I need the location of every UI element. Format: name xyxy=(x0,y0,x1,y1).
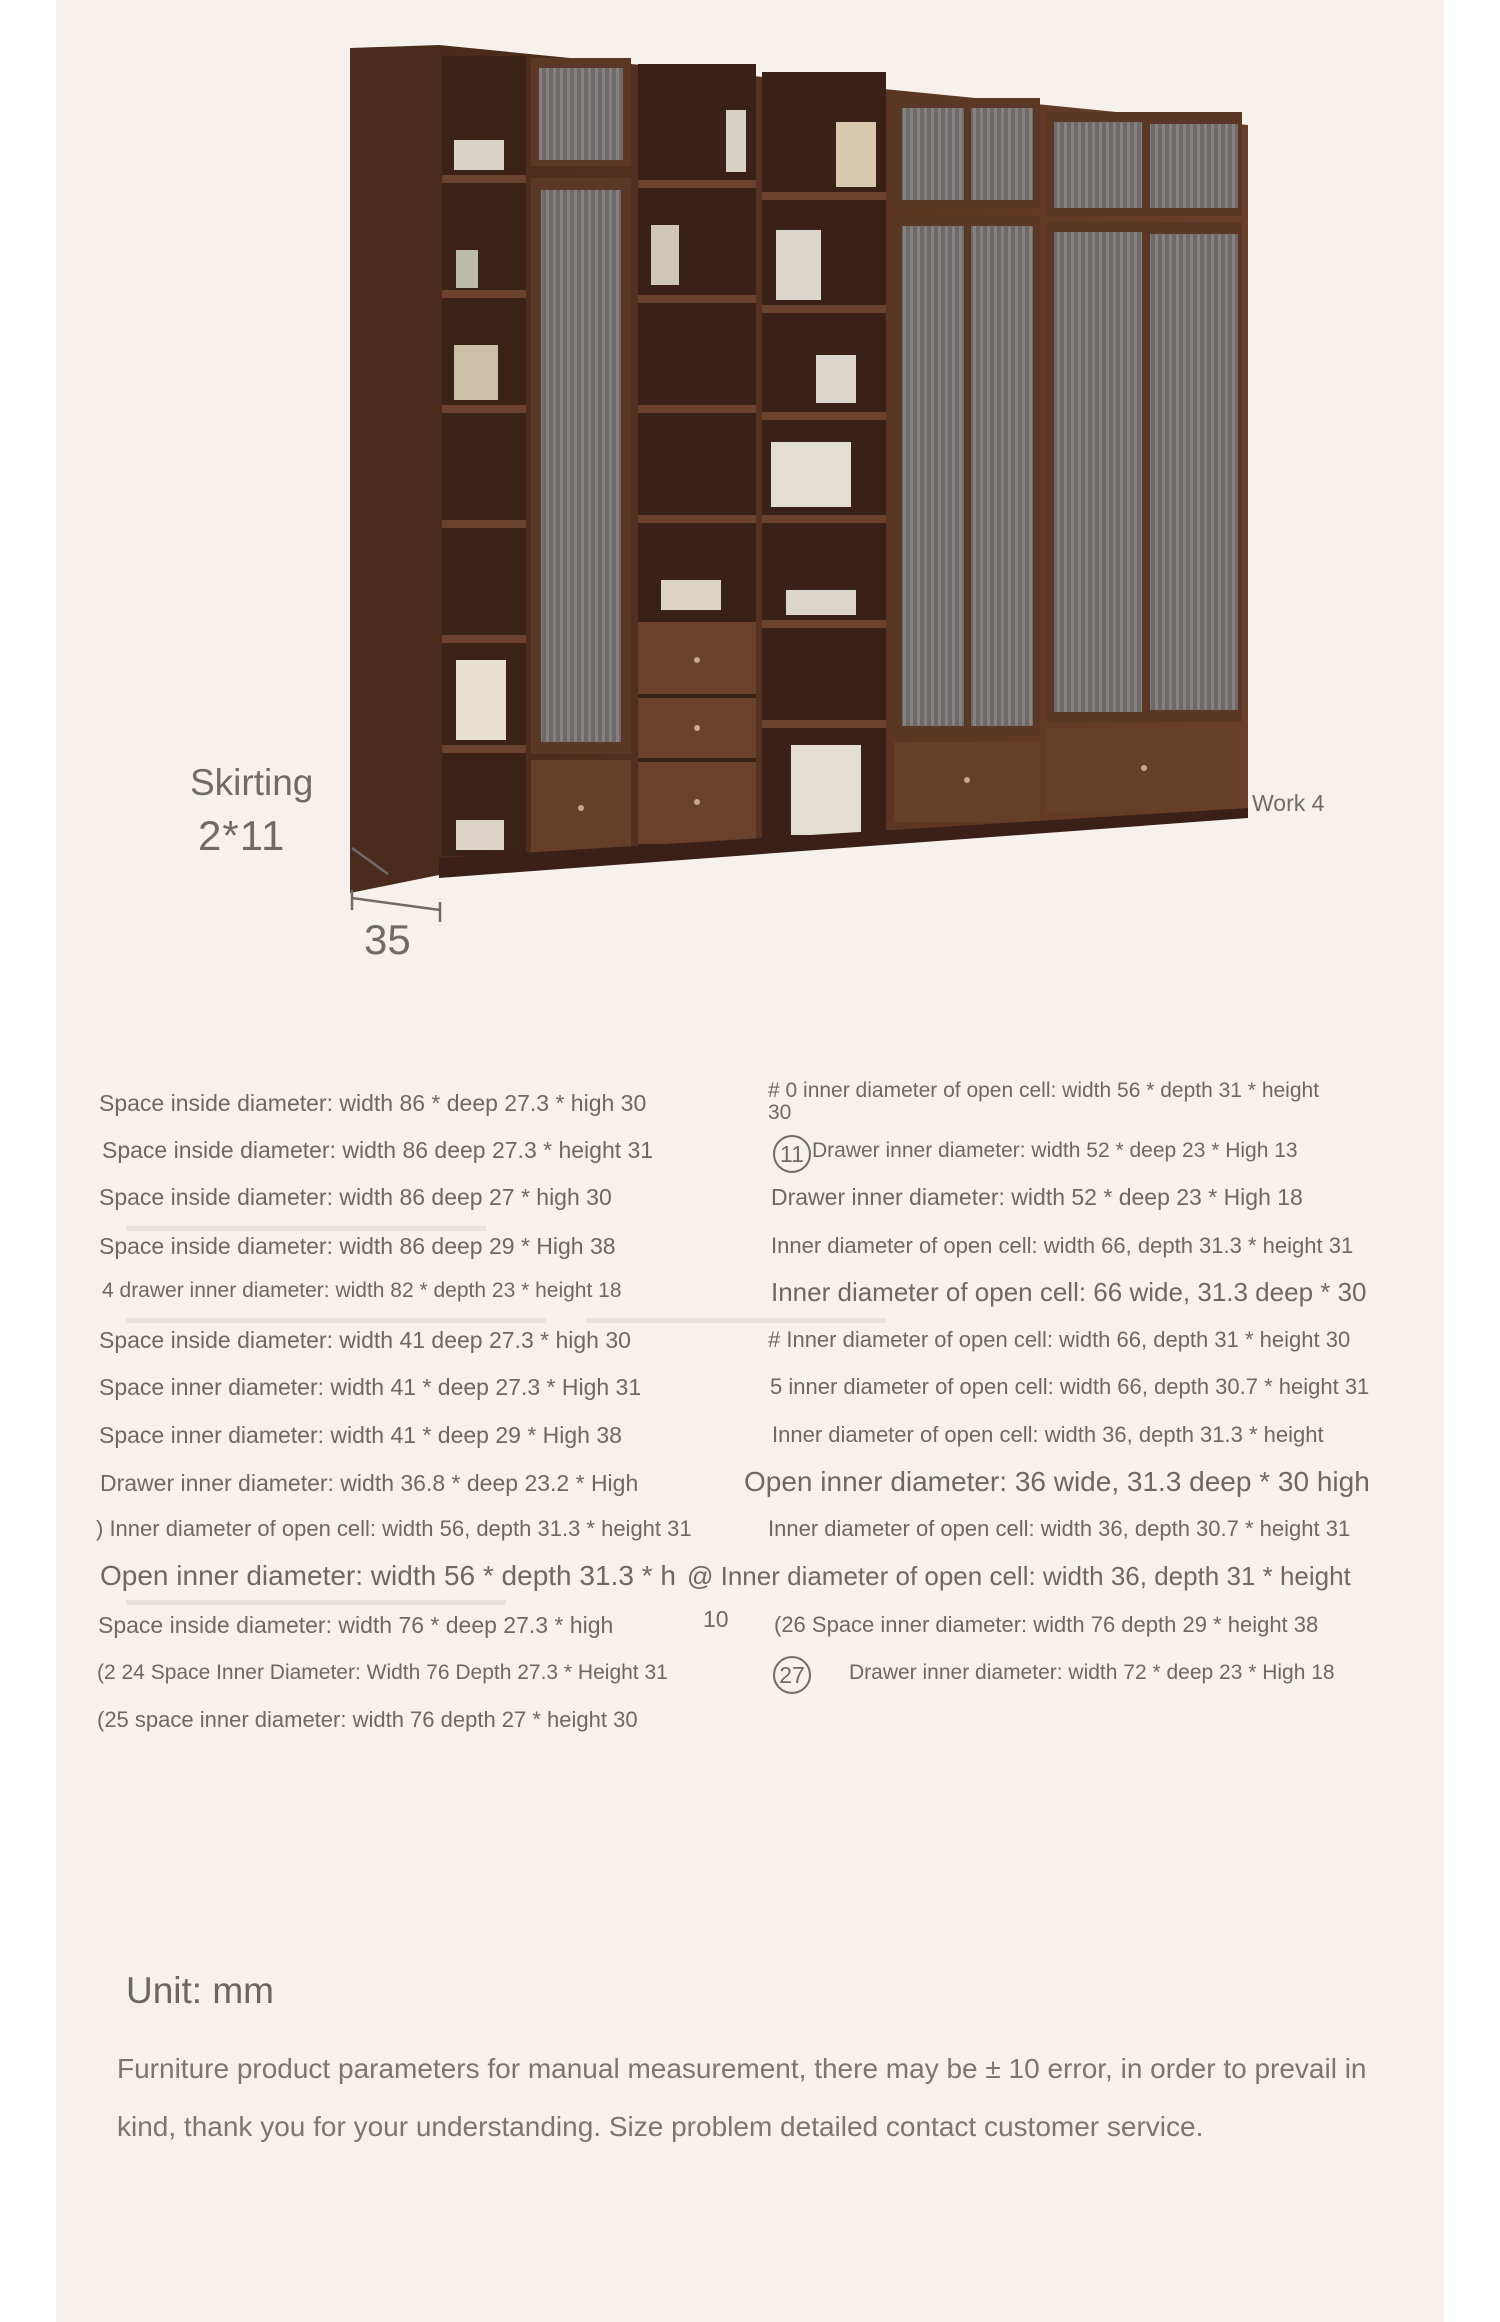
spec-left-5: 4 drawer inner diameter: width 82 * depth 23 * height 18 xyxy=(102,1279,622,1302)
spec-left-8: Space inner diameter: width 41 * deep 29 * High 38 xyxy=(99,1422,622,1448)
spec-right-2: Drawer inner diameter: width 52 * deep 23 * High 13 xyxy=(812,1139,1298,1162)
column-5-double-glass-door xyxy=(894,98,1040,822)
spec-left-1: Space inside diameter: width 86 * deep 27.3 * high 30 xyxy=(99,1090,647,1116)
spec-left-7: Space inner diameter: width 41 * deep 27.3 * High 31 xyxy=(99,1374,642,1400)
faded-text-artifact xyxy=(126,1226,486,1231)
spec-right-1b: 30 xyxy=(768,1101,792,1124)
spec-right-10: Inner diameter of open cell: width 36, depth 30.7 * height 31 xyxy=(768,1516,1351,1541)
spec-right-5: Inner diameter of open cell: 66 wide, 31.3 deep * 30 xyxy=(771,1277,1367,1307)
spec-right-8: Inner diameter of open cell: width 36, depth 31.3 * height xyxy=(772,1422,1324,1447)
spec-right-3: Drawer inner diameter: width 52 * deep 23 * High 18 xyxy=(771,1184,1303,1210)
spec-left-2: Space inside diameter: width 86 deep 27.3 * height 31 xyxy=(102,1137,654,1163)
depth-dimension-line xyxy=(352,898,440,910)
spec-right-1a: # 0 inner diameter of open cell: width 56 * depth 31 * height xyxy=(768,1079,1320,1102)
circled-number-11: 11 xyxy=(773,1135,811,1173)
spec-left-4: Space inside diameter: width 86 deep 29 * High 38 xyxy=(99,1233,616,1259)
spec-left-14: (25 space inner diameter: width 76 depth 27 * height 30 xyxy=(97,1707,638,1732)
spec-right-4: Inner diameter of open cell: width 66, depth 31.3 * height 31 xyxy=(771,1233,1354,1258)
column-4-open-shelves xyxy=(762,72,886,840)
skirting-label: Skirting xyxy=(190,762,314,803)
faded-text-artifact xyxy=(586,1318,886,1323)
spec-right-6: # Inner diameter of open cell: width 66, depth 31 * height 30 xyxy=(768,1327,1351,1352)
spec-left-11: Open inner diameter: width 56 * depth 31.3 * h xyxy=(100,1560,676,1591)
product-detail-page xyxy=(56,0,1444,2322)
spec-right-11: @ Inner diameter of open cell: width 36, depth 31 * height xyxy=(687,1561,1351,1591)
spec-left-3: Space inside diameter: width 86 deep 27 * high 30 xyxy=(99,1184,612,1210)
faded-text-artifact xyxy=(126,1600,506,1605)
spec-number-10: 10 xyxy=(703,1606,729,1632)
unit-label: Unit: mm xyxy=(126,1970,274,2011)
spec-left-6: Space inside diameter: width 41 deep 27.3 * high 30 xyxy=(99,1327,631,1353)
circled-number-27: 27 xyxy=(773,1656,811,1694)
cabinet-side-panel xyxy=(350,45,439,893)
spec-left-12: Space inside diameter: width 76 * deep 27.3 * high xyxy=(98,1612,614,1638)
faded-text-artifact xyxy=(126,1318,546,1323)
measurement-disclaimer: Furniture product parameters for manual measurement, there may be ± 10 error, in order to prevail in kind, thank you for your understanding. Size problem detailed contact customer service. xyxy=(117,2053,1367,2142)
spec-left-13: (2 24 Space Inner Diameter: Width 76 Depth 27.3 * Height 31 xyxy=(97,1661,668,1684)
spec-right-9: Open inner diameter: 36 wide, 31.3 deep * 30 high xyxy=(744,1466,1370,1497)
skirting-size: 2*11 xyxy=(198,812,286,859)
spec-left-9: Drawer inner diameter: width 36.8 * deep 23.2 * High xyxy=(100,1470,639,1496)
spec-right-12: (26 Space inner diameter: width 76 depth 29 * height 38 xyxy=(774,1612,1319,1637)
spec-right-13: Drawer inner diameter: width 72 * deep 23 * High 18 xyxy=(849,1661,1335,1684)
spec-right-7: 5 inner diameter of open cell: width 66, depth 30.7 * height 31 xyxy=(770,1374,1370,1399)
column-1-open-shelves xyxy=(442,56,526,856)
cabinet-dimension-diagram xyxy=(56,0,1444,1000)
work-label: Work 4 xyxy=(1252,790,1325,816)
depth-dimension-label: 35 xyxy=(364,916,411,963)
spec-left-10: ) Inner diameter of open cell: width 56, depth 31.3 * height 31 xyxy=(96,1516,692,1541)
column-3-open-and-drawers xyxy=(638,64,756,850)
